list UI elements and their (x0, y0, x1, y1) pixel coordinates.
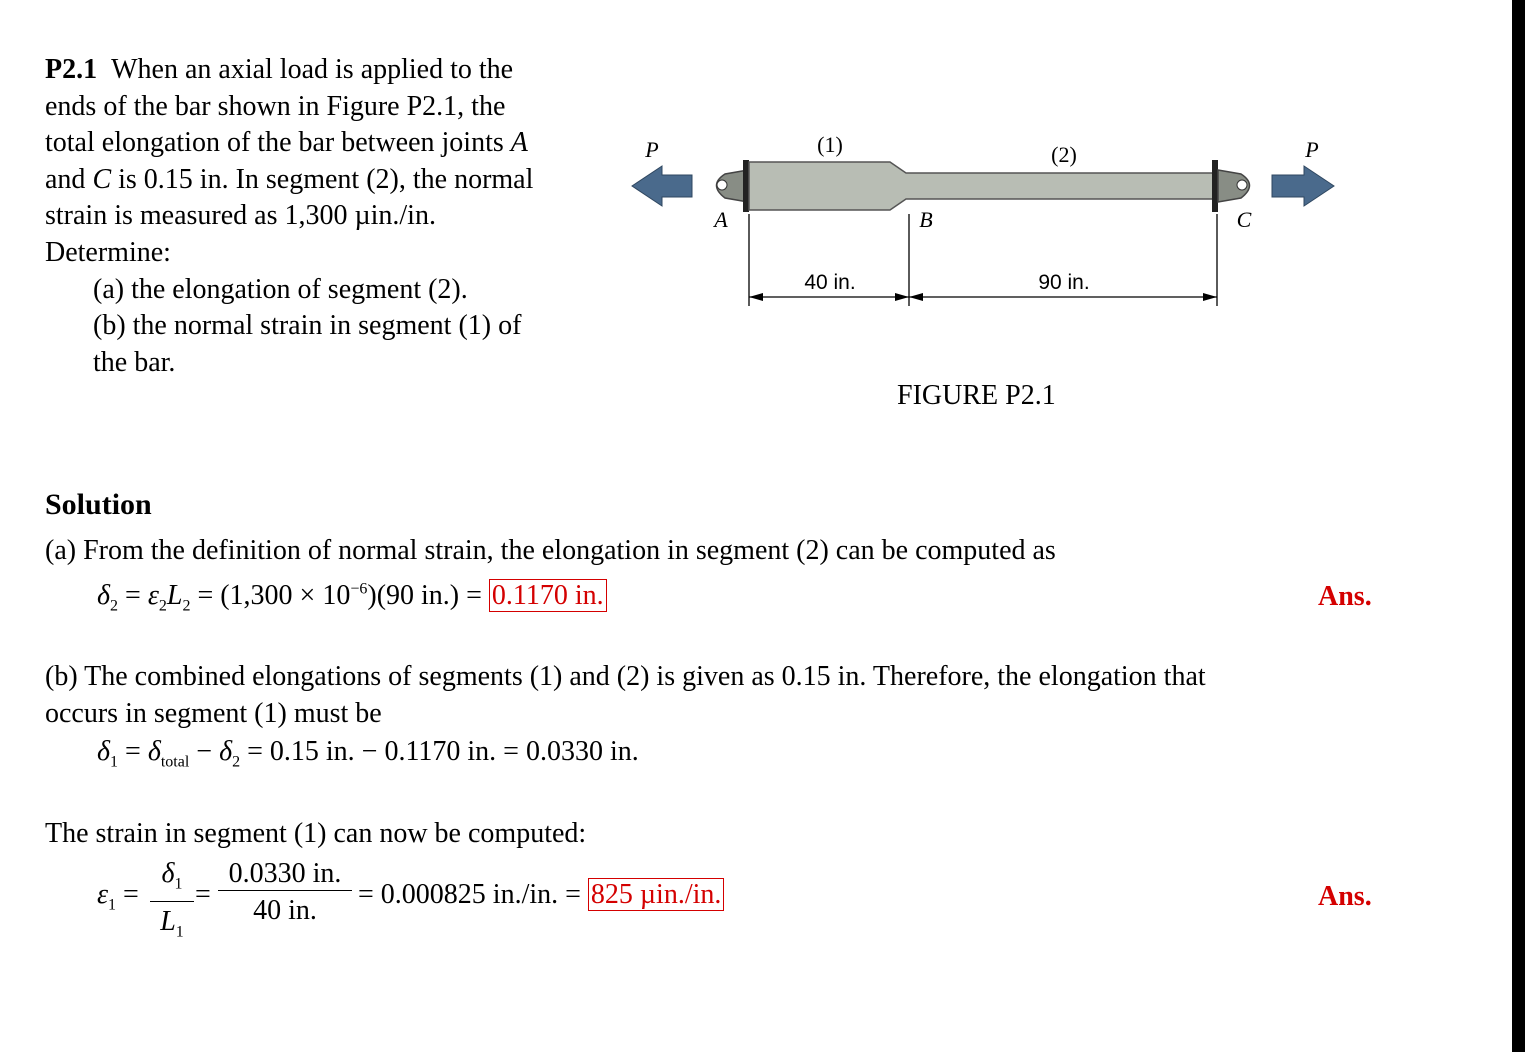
solution-b-text-1: (b) The combined elongations of segments (1) and (2) is given as 0.15 in. Therefore, the elongation that (45, 661, 1206, 692)
problem-line-1: When an axial load is applied to the (111, 54, 514, 85)
equation-b: $\delta_1 = \delta_{total} - \delta_2 = 0.15$ in. − 0.1170 in. = 0.0330 in. (97, 736, 639, 771)
right-edge-bar (1512, 0, 1525, 1052)
solution-heading: Solution (45, 488, 152, 521)
answer-c-box: 825 µin./in. (588, 878, 724, 911)
dimension-label-2: 90 in. (1038, 271, 1090, 294)
joint-c-ref: C (92, 163, 112, 195)
problem-line-5: strain is measured as 1,300 µin./in. (45, 200, 436, 232)
problem-statement (45, 52, 625, 381)
equation-a-exp: −6 (350, 580, 368, 598)
problem-line-6: Determine: (45, 236, 171, 268)
problem-line-4: and (45, 163, 93, 195)
left-load-arrow (632, 166, 692, 206)
dim-arrowhead (1203, 293, 1217, 301)
equation-c-equals: = (195, 879, 211, 910)
joint-b-label: B (919, 207, 933, 232)
joint-a-ref: A (510, 127, 528, 159)
problem-part-a: (a) the elongation of segment (2). (93, 273, 468, 305)
problem-line-4-rest: is 0.15 in. In segment (2), the normal (111, 163, 534, 195)
ans-label-c: Ans. (1318, 881, 1372, 912)
dim-arrowhead (749, 293, 763, 301)
equation-c-symbolic-fraction: $\frac{\delta_1}{L_1}$ (150, 858, 194, 952)
solution-b-text-2: occurs in segment (1) must be (45, 698, 382, 729)
equation-c-denominator: 40 in. (253, 895, 317, 926)
equation-a-mid: )(90 in.) = (367, 580, 489, 611)
problem-label: P2.1 (45, 54, 98, 85)
problem-line-3: total elongation of the bar between joints (45, 127, 511, 159)
left-pin-hole (717, 180, 727, 190)
equation-c-lhs: $\varepsilon_1$ = (97, 879, 139, 914)
equation-a-lhs: = (1,300 × 10 (197, 580, 351, 611)
ans-label-a: Ans. (1318, 581, 1372, 612)
dimension-label-1: 40 in. (804, 271, 856, 294)
equation-b-total: total (160, 753, 190, 771)
dim-arrowhead (895, 293, 909, 301)
joint-a-label: A (714, 207, 728, 232)
figure-caption: FIGURE P2.1 (897, 380, 1056, 411)
right-end-plate (1212, 160, 1218, 212)
equation-c-mid: = 0.000825 in./in. = (358, 879, 588, 910)
dim-arrowhead (909, 293, 923, 301)
segment-2-label: (2) (1051, 142, 1077, 167)
joint-c-label: C (1236, 207, 1252, 232)
equation-a: $\delta_2 = \varepsilon_2L_2 = (1,300 \times 10^{-6})(90$ in.) = 0.1170 in. (97, 580, 607, 616)
left-end-plate (743, 160, 749, 212)
problem-part-b-2: the bar. (93, 346, 176, 378)
answer-a-box: 0.1170 in. (489, 579, 607, 612)
solution-a-text: (a) From the definition of normal strain, the elongation in segment (2) can be computed as (45, 535, 1056, 566)
segment-1-label: (1) (817, 132, 843, 157)
problem-line-2: ends of the bar shown in Figure P2.1, the (45, 90, 506, 122)
right-pin-hole (1237, 180, 1247, 190)
bar-segment-1 (749, 162, 1213, 210)
equation-c-numerator: 0.0330 in. (218, 858, 352, 891)
problem-part-b-1: (b) the normal strain in segment (1) of (93, 310, 522, 342)
solution-c-text: The strain in segment (1) can now be computed: (45, 818, 587, 849)
equation-c-result (358, 879, 724, 911)
equation-c-numeric-fraction (218, 858, 352, 931)
load-label-left: P (645, 137, 659, 162)
equation-b-rest: = 0.15 in. − 0.1170 in. = 0.0330 in. (247, 736, 639, 767)
right-load-arrow (1272, 166, 1334, 206)
load-label-right: P (1305, 137, 1319, 162)
